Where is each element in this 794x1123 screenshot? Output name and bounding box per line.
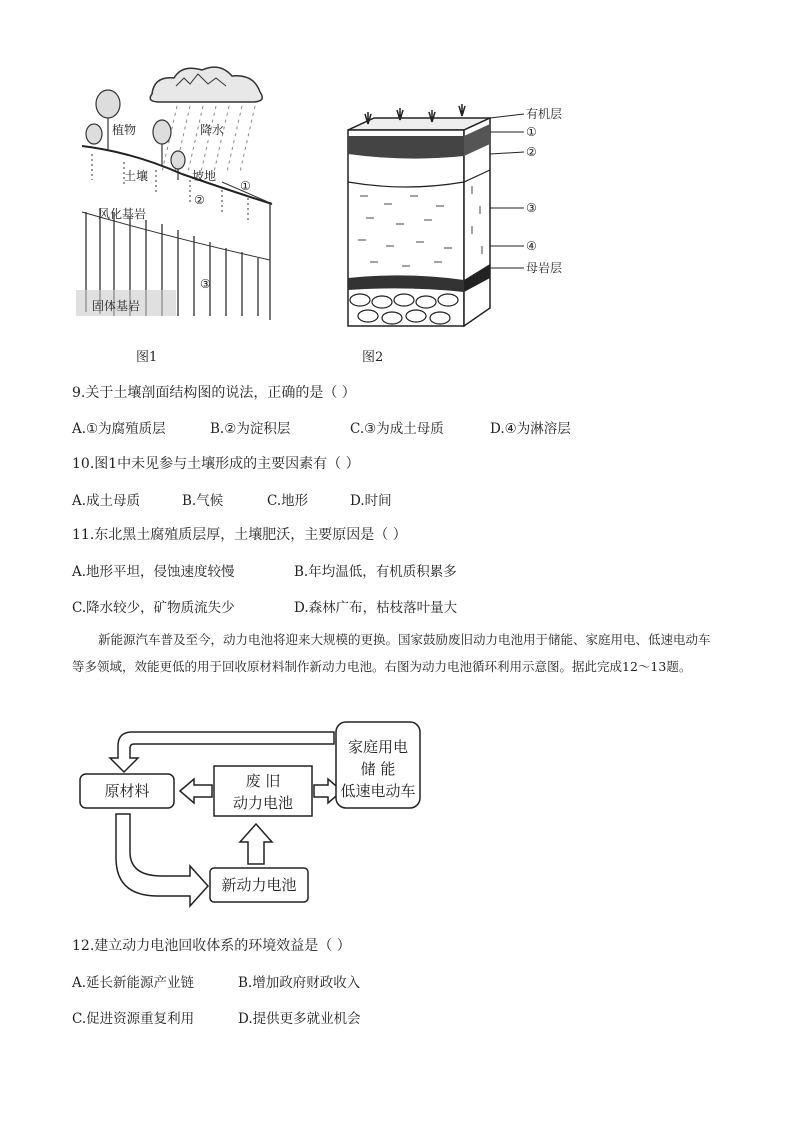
passage-battery: 新能源汽车普及至今，动力电池将迎来大规模的更换。国家鼓励废旧动力电池用于储能、家庭用电、低速电动车等多领域，效能更低的用于回收原材料制作新动力电池。右图为动力电池循环利用示意图。据此完成12～13题。 — [72, 632, 711, 674]
arrow-new-to-old — [240, 824, 272, 864]
old-battery-line2: 动力电池 — [232, 794, 294, 812]
use-line2: 储 能 — [360, 760, 396, 778]
figure-3-battery-cycle — [72, 718, 432, 916]
label-n3: ③ — [200, 277, 211, 291]
old-battery-line1: 废 旧 — [245, 772, 281, 790]
q10-option-c: C.地形 — [267, 493, 309, 509]
q11-option-c: C.降水较少，矿物质流失少 — [72, 600, 235, 616]
figure-1-soil-formation — [72, 62, 282, 332]
q11-option-b: B.年均温低，有机质积累多 — [294, 564, 457, 580]
q10-option-a: A.成土母质 — [72, 493, 141, 509]
label-parent-rock: 母岩层 — [526, 261, 563, 275]
question-9-stem: 9.关于土壤剖面结构图的说法，正确的是（ ） — [72, 385, 356, 401]
cloud-shape — [150, 67, 262, 102]
label-layer-3: ③ — [526, 201, 537, 215]
raw-material-label: 原材料 — [104, 782, 150, 800]
label-soil: 土壤 — [124, 169, 149, 183]
label-solid: 固体基岩 — [92, 299, 141, 313]
label-plant: 植物 — [112, 123, 137, 137]
q9-option-c: C.③为成土母质 — [350, 421, 444, 437]
label-weathered: 风化基岩 — [98, 207, 147, 221]
figure-2-caption: 图2 — [362, 350, 384, 365]
use-line3: 低速电动车 — [340, 782, 416, 800]
label-slope: 坡地 — [192, 169, 217, 183]
question-11-stem: 11.东北黑土腐殖质层厚，土壤肥沃，主要原因是（ ） — [72, 527, 407, 543]
q9-option-a: A.①为腐殖质层 — [72, 421, 166, 437]
q12-option-b: B.增加政府财政收入 — [238, 975, 361, 991]
q12-option-a: A.延长新能源产业链 — [72, 975, 195, 991]
use-line1: 家庭用电 — [347, 738, 409, 756]
arrow-raw-to-new — [116, 814, 208, 906]
label-layer-4: ④ — [526, 239, 537, 253]
question-10-stem: 10.图1中未见参与土壤形成的主要因素有（ ） — [72, 456, 360, 472]
question-12-stem: 12.建立动力电池回收体系的环境效益是（ ） — [72, 938, 351, 954]
q11-option-d: D.森林广布，枯枝落叶量大 — [294, 600, 458, 616]
new-battery-label: 新动力电池 — [221, 876, 297, 894]
label-layer-1: ① — [526, 125, 537, 139]
figure-2-soil-profile — [340, 96, 580, 334]
label-layer-2: ② — [526, 145, 537, 159]
q9-option-b: B.②为淀积层 — [210, 421, 291, 437]
q10-option-b: B.气候 — [182, 493, 224, 509]
q12-option-c: C.促进资源重复利用 — [72, 1011, 195, 1027]
q11-option-a: A.地形平坦，侵蚀速度较慢 — [72, 564, 235, 580]
q9-option-d: D.④为淋溶层 — [490, 421, 571, 437]
q12-option-d: D.提供更多就业机会 — [238, 1011, 361, 1027]
label-n2: ② — [194, 193, 205, 207]
label-rain: 降水 — [200, 123, 225, 137]
figure-1-caption: 图1 — [136, 350, 158, 365]
q10-option-d: D.时间 — [350, 493, 392, 509]
label-n1: ① — [240, 179, 251, 193]
label-organic: 有机层 — [526, 107, 563, 121]
